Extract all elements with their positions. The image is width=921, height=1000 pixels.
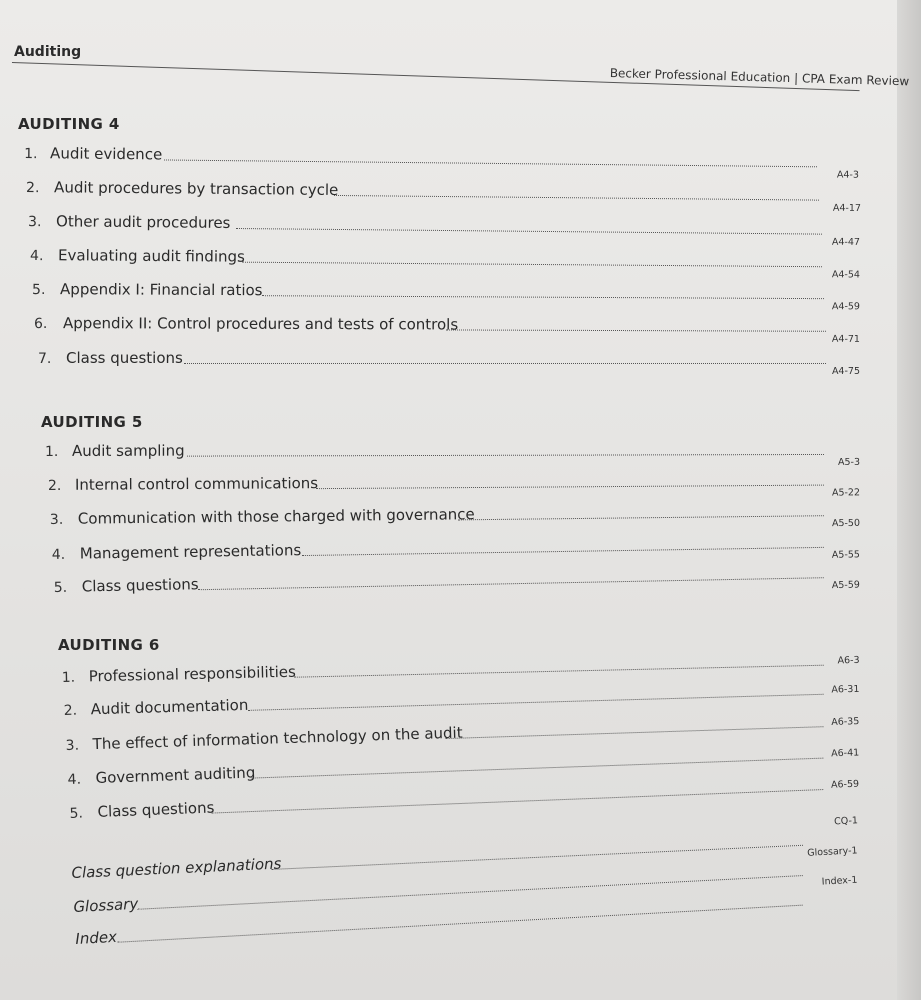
toc-entry[interactable] xyxy=(44,438,861,468)
toc-entry-title: Other audit procedures xyxy=(56,212,231,232)
toc-entry[interactable] xyxy=(24,142,859,181)
toc-entry[interactable] xyxy=(50,499,860,530)
toc-entry-page: A5-59 xyxy=(831,579,861,592)
toc-entry-number: 1. xyxy=(44,443,59,460)
toc-entry-page: A5-22 xyxy=(831,487,861,499)
toc-entry-number: 4. xyxy=(30,248,44,265)
toc-entry-page: A4-59 xyxy=(831,301,861,313)
section-title-auditing-6: AUDITING 6 xyxy=(58,636,160,654)
toc-entry-number: 3. xyxy=(65,737,80,755)
toc-entry-page: A6-35 xyxy=(831,716,860,728)
running-head-publisher: Becker Professional Education | CPA Exam Review xyxy=(609,66,910,89)
toc-entry-number: 7. xyxy=(38,351,52,367)
dot-leader xyxy=(302,547,824,556)
toc-entry-page: A5-3 xyxy=(837,456,861,468)
dot-leader xyxy=(184,363,826,364)
toc-entry-title: Class questions xyxy=(66,349,183,367)
dot-leader xyxy=(316,485,824,490)
dot-leader xyxy=(236,228,822,235)
toc-entry-title: Class question explanations xyxy=(71,854,282,883)
toc-entry-number: 5. xyxy=(53,579,68,597)
toc-entry-page: A6-41 xyxy=(830,747,860,760)
dot-leader xyxy=(164,159,817,167)
running-head-subject: Auditing xyxy=(14,44,82,60)
toc-entry-number: 6. xyxy=(34,316,48,333)
toc-entry-number: 5. xyxy=(69,805,84,823)
toc-entry[interactable] xyxy=(26,176,861,215)
toc-entry-page: A4-54 xyxy=(831,269,860,281)
dot-leader xyxy=(187,454,824,457)
toc-entry-title: Management representations xyxy=(79,541,302,563)
toc-entry-page: A4-47 xyxy=(831,236,860,248)
toc-entry-title: Glossary xyxy=(72,894,139,917)
toc-entry[interactable] xyxy=(38,347,860,377)
toc-entry-page: Glossary-1 xyxy=(807,845,858,859)
toc-entry-number: 4. xyxy=(67,771,82,789)
toc-entry-number: 1. xyxy=(24,146,38,163)
toc-entry-title: Audit sampling xyxy=(71,441,185,460)
toc-entry[interactable] xyxy=(52,530,860,565)
toc-entry-page: A4-3 xyxy=(836,169,859,181)
toc-entry-title: Appendix II: Control procedures and tests of controls xyxy=(63,314,459,334)
page-edge-shadow xyxy=(897,0,921,1000)
dot-leader xyxy=(334,195,819,201)
toc-entry-number: 5. xyxy=(32,282,46,299)
dot-leader xyxy=(446,726,824,739)
toc-entry-number: 2. xyxy=(26,180,40,197)
toc-entry-page: A6-59 xyxy=(830,778,860,791)
toc-entry-page: A4-75 xyxy=(831,366,860,377)
toc-entry-title: Audit procedures by transaction cycle xyxy=(54,178,339,199)
toc-entry-title: Professional responsibilities xyxy=(88,662,297,686)
toc-entry[interactable] xyxy=(30,244,860,281)
toc-entry-title: Audit evidence xyxy=(50,144,163,164)
toc-entry[interactable] xyxy=(34,312,861,345)
toc-entry-page: Index-1 xyxy=(821,874,858,888)
dot-leader xyxy=(212,789,824,813)
dot-leader xyxy=(242,262,822,268)
toc-entry-page: A4-17 xyxy=(832,202,861,215)
toc-entry[interactable] xyxy=(54,561,860,598)
toc-entry-title: Index xyxy=(74,927,118,949)
toc-entry-page: A5-55 xyxy=(831,549,861,561)
toc-entry-page: CQ-1 xyxy=(833,815,859,828)
dot-leader xyxy=(198,577,824,590)
toc-entry-number: 1. xyxy=(61,669,76,687)
section-title-auditing-5: AUDITING 5 xyxy=(41,413,143,431)
dot-leader xyxy=(458,515,824,520)
toc-entry-number: 4. xyxy=(51,546,66,564)
dot-leader xyxy=(294,665,824,678)
toc-entry-title: Audit documentation xyxy=(90,695,249,719)
dot-leader xyxy=(446,329,826,331)
toc-entry-title: Government auditing xyxy=(95,763,256,788)
toc-entry-title: Class questions xyxy=(97,798,215,821)
toc-entry-number: 3. xyxy=(49,511,64,529)
toc-entry-page: A5-50 xyxy=(831,517,861,530)
toc-entry-number: 3. xyxy=(28,214,42,231)
toc-entry-title: The effect of information technology on the audit xyxy=(92,723,463,754)
dot-leader xyxy=(262,295,824,299)
toc-entry[interactable] xyxy=(32,278,861,313)
dot-leader xyxy=(248,694,824,711)
toc-entry-number: 2. xyxy=(63,702,78,720)
toc-entry-title: Class questions xyxy=(81,575,199,596)
toc-entry[interactable] xyxy=(47,468,861,499)
toc-entry-title: Evaluating audit findings xyxy=(58,246,245,266)
toc-entry-page: A6-3 xyxy=(837,654,860,667)
toc-entry-title: Appendix I: Financial ratios xyxy=(60,280,263,300)
toc-entry[interactable] xyxy=(28,210,860,248)
toc-entry-title: Communication with those charged with governance xyxy=(77,505,475,528)
toc-entry-number: 2. xyxy=(47,477,62,495)
section-title-auditing-4: AUDITING 4 xyxy=(18,115,120,133)
toc-entry-title: Internal control communications xyxy=(74,474,319,494)
toc-entry-page: A4-71 xyxy=(831,333,861,345)
toc-entry-page: A6-31 xyxy=(831,683,860,696)
